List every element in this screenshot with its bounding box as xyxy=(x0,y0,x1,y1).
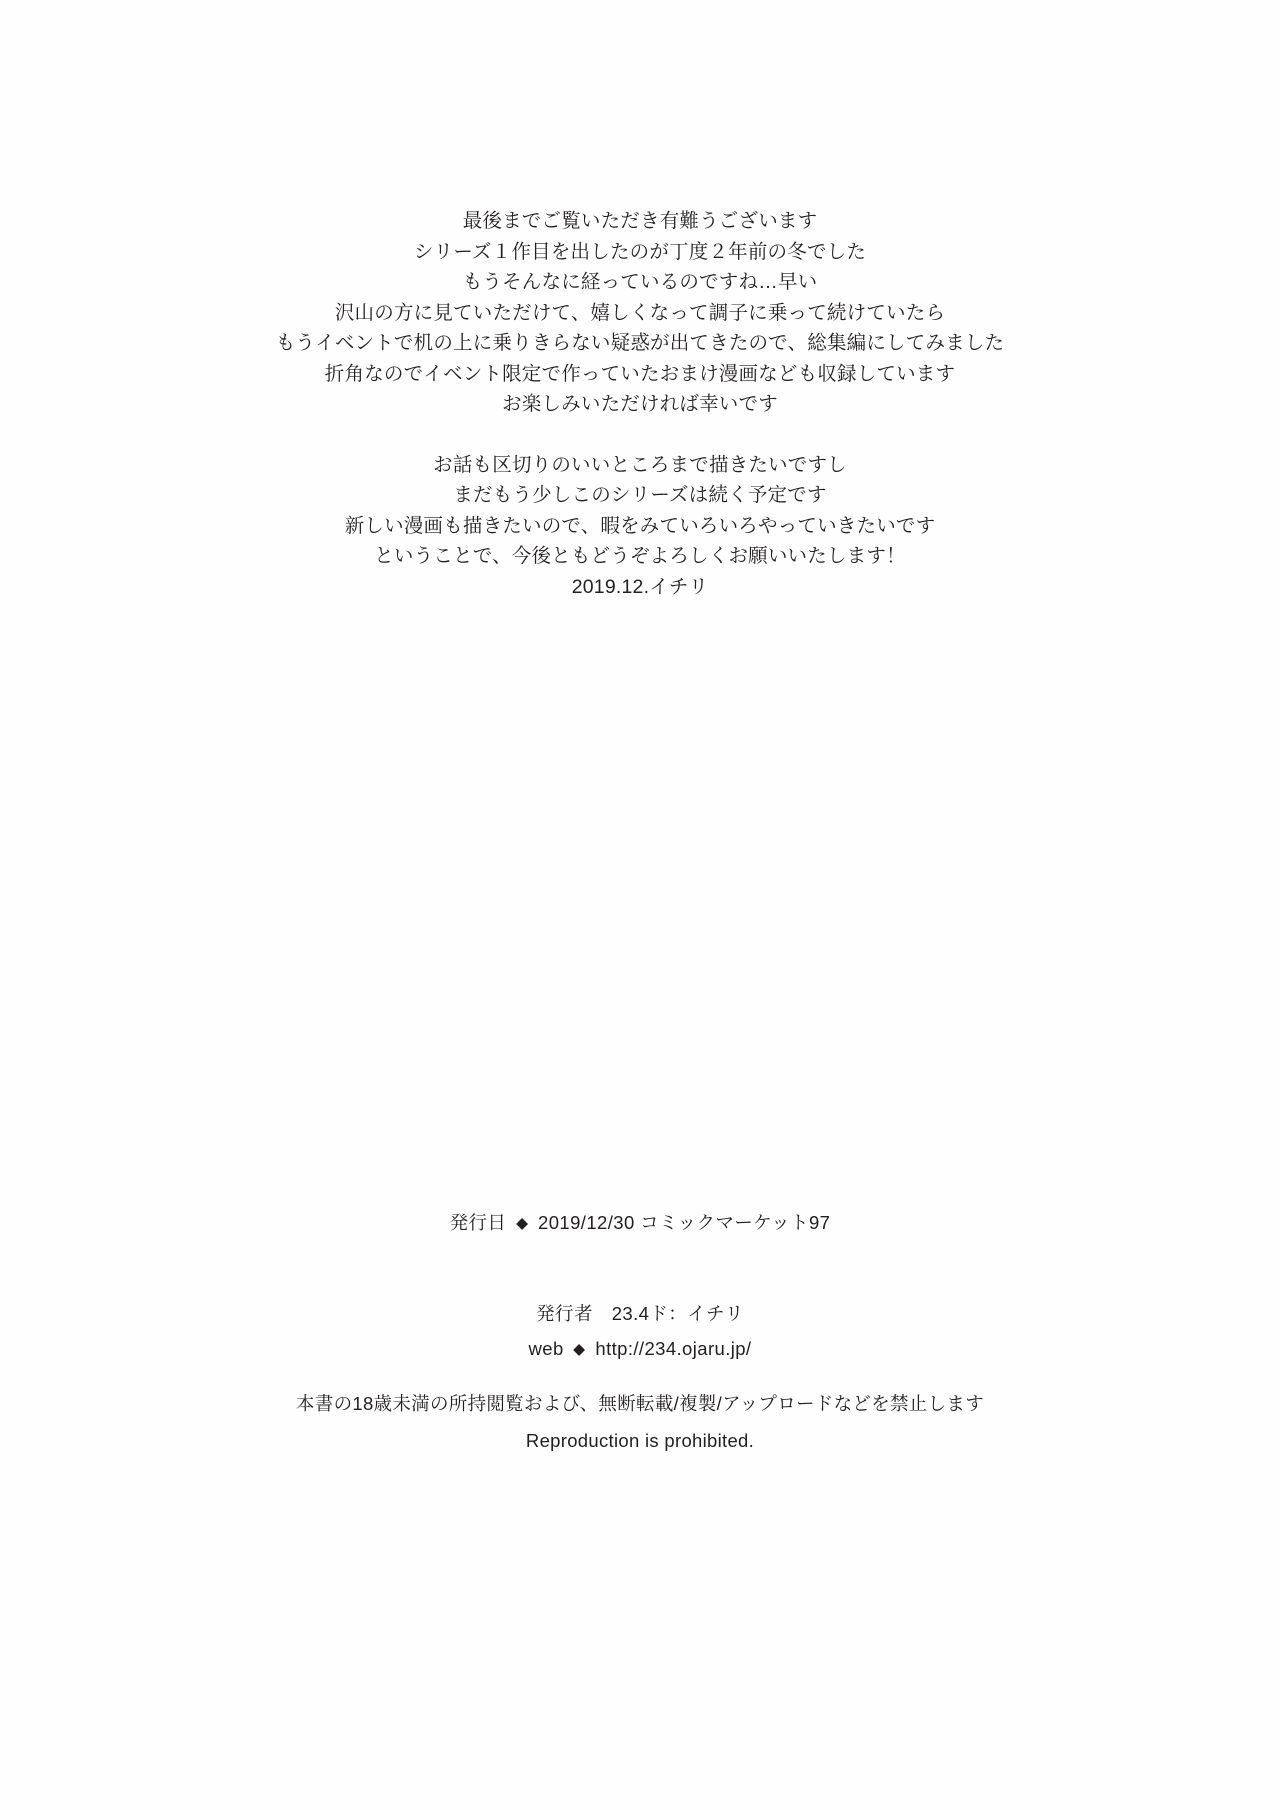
afterword-line: まだもう少しこのシリーズは続く予定です xyxy=(453,484,827,506)
publication-date xyxy=(0,1209,1280,1235)
legal-notice-english: Reproduction is prohibited. xyxy=(525,1430,755,1451)
publisher-info xyxy=(0,1300,1280,1360)
publication-date-value: 2019/12/30 コミックマーケット97 xyxy=(538,1212,831,1233)
publication-date-label: 発行日 xyxy=(449,1212,507,1233)
afterword-line: もうそんなに経っているのですね…早い xyxy=(462,271,818,293)
publisher-name: 発行者 23.4ド：イチリ xyxy=(536,1303,744,1324)
afterword-line: 沢山の方に見ていただけて、嬉しくなって調子に乗って続けていたら xyxy=(334,301,946,324)
afterword-line: 新しい漫画も描きたいので、暇をみていろいろやっていきたいです xyxy=(344,514,936,537)
author-signature: 2019.12.イチリ xyxy=(571,575,709,598)
afterword-line: 折角なのでイベント限定で作っていたおまけ漫画なども収録しています xyxy=(324,362,956,385)
web-label: web xyxy=(528,1338,564,1359)
legal-notice-japanese: 本書の18歳未満の所持閲覧および、無断転載/複製/アップロードなどを禁止します xyxy=(295,1393,985,1414)
afterword-line: お話も区切りのいいところまで描きたいですし xyxy=(433,453,847,476)
publisher-website xyxy=(0,1338,1280,1360)
afterword-line: シリーズ１作目を出したのが丁度２年前の冬でした xyxy=(413,240,867,263)
afterword-line: ということで、今後ともどうぞよろしくお願いいたします！ xyxy=(374,545,906,567)
website-link[interactable]: http://234.ojaru.jp/ xyxy=(595,1338,752,1359)
afterword-line: 最後までご覧いただき有難うございます xyxy=(462,210,818,232)
legal-notice xyxy=(0,1390,1280,1452)
afterword-line: お楽しみいただければ幸いです xyxy=(502,393,778,415)
diamond-icon: ◆ xyxy=(573,1339,586,1358)
afterword-line: もうイベントで机の上に乗りきらない疑惑が出てきたので、総集編にしてみました xyxy=(275,332,1005,354)
afterword-section xyxy=(0,206,1280,602)
diamond-icon: ◆ xyxy=(515,1213,529,1232)
paragraph-spacer xyxy=(0,420,1280,450)
